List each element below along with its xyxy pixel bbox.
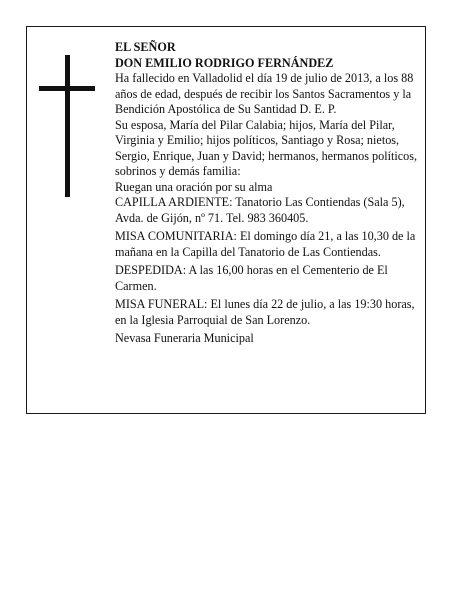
obituary-notice [26, 26, 426, 414]
cross-icon [39, 55, 95, 197]
deceased-name: DON EMILIO RODRIGO FERNÁNDEZ [115, 55, 334, 70]
death-announcement: Ha fallecido en Valladolid el día 19 de julio de 2013, a los 88 años de edad, después de recibir los Santos Sacramentos y la Bendición Apostólica de Su Santidad D. E. P. [115, 71, 414, 116]
funeral-home: Nevasa Funeraria Municipal [115, 331, 254, 345]
funeral-mass-info: MISA FUNERAL: El lunes día 22 de julio, a las 19:30 horas, en la Iglesia Parroquial de San Lorenzo. [115, 297, 415, 327]
family-list: Su esposa, María del Pilar Calabia; hijos, María del Pilar, Virginia y Emilio; hijos políticos, Santiago y Rosa; nietos, Sergio, Enrique, Juan y David; hermanos, hermanos políticos, sobrinos y demás familia: [115, 117, 418, 178]
cross-vertical-bar [65, 55, 70, 197]
cross-horizontal-bar [39, 86, 95, 91]
farewell-info: DESPEDIDA: A las 16,00 horas en el Cementerio de El Carmen. [115, 263, 388, 293]
community-mass-info: MISA COMUNITARIA: El domingo día 21, a las 10,30 de la mañana en la Capilla del Tanatorio de Las Contiendas. [115, 229, 416, 259]
chapel-info: CAPILLA ARDIENTE: Tanatorio Las Contiendas (Sala 5), Avda. de Gijón, nº 71. Tel. 983 360405. [115, 195, 405, 225]
deceased-title: EL SEÑOR [115, 40, 176, 54]
prayer-request: Ruegan una oración por su alma [115, 179, 273, 194]
notice-body [115, 40, 421, 347]
